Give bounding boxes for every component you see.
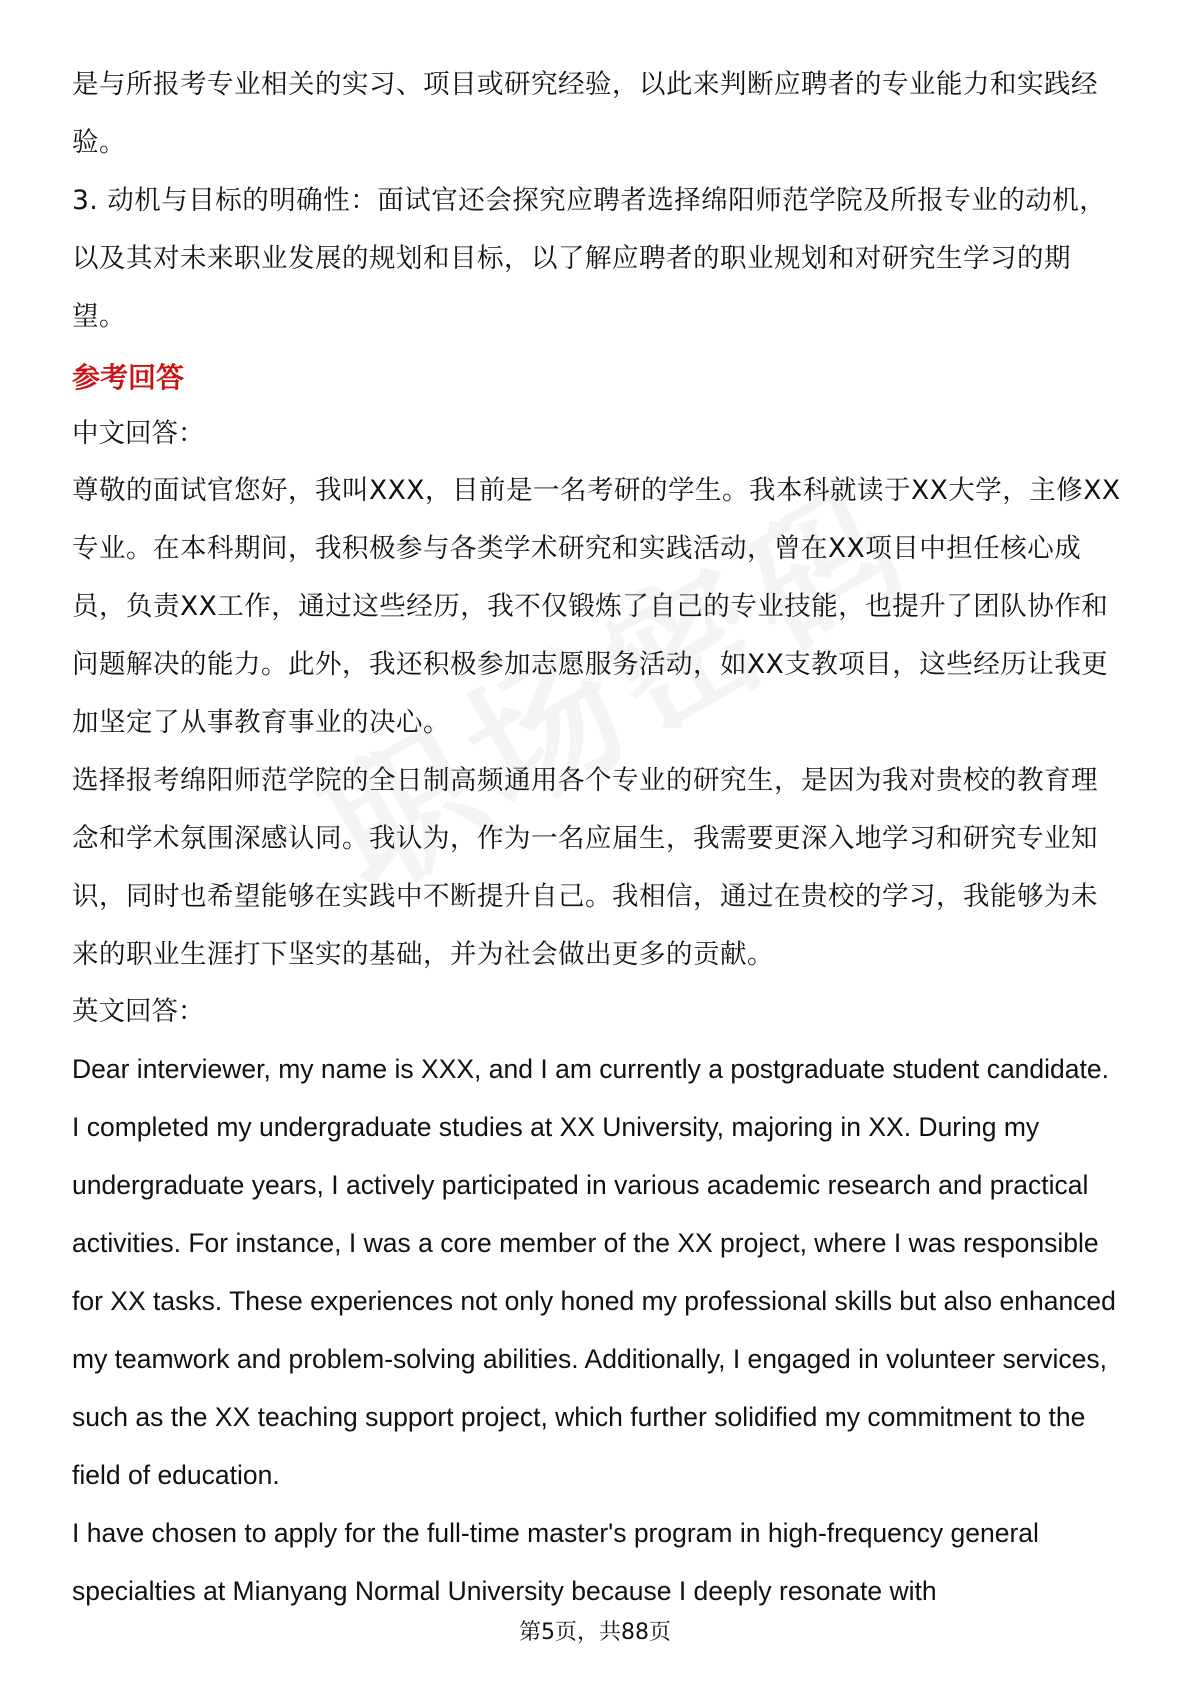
chinese-answer-heading: 中文回答：: [72, 418, 205, 449]
chinese-answer-paragraph-2: 选择报考绵阳师范学院的全日制高频通用各个专业的研究生，是因为我对贵校的教育理念和学术氛围深感认同。我认为，作为一名应届生，我需要更深入地学习和研究专业知识，同时也希望能够在实践中不断提升自己。我相信，通过在贵校的学习，我能够为未来的职业生涯打下坚实的基础，并为社会做出更多的贡献。: [72, 765, 1098, 970]
section-title: 参考回答: [72, 361, 185, 394]
intro-continued-paragraph: 是与所报考专业相关的实习、项目或研究经验，以此来判断应聘者的专业能力和实践经验。: [72, 69, 1098, 158]
document-body: [72, 56, 1122, 1620]
english-answer-paragraph-2: I have chosen to apply for the full-time master's program in high-frequency general specialties at Mianyang Normal University because I deeply resonate with: [72, 1518, 1039, 1606]
chinese-answer-paragraph-1: 尊敬的面试官您好，我叫XXX，目前是一名考研的学生。我本科就读于XX大学，主修XX专业。在本科期间，我积极参与各类学术研究和实践活动，曾在XX项目中担任核心成员，负责XX工作，通过这些经历，我不仅锻炼了自己的专业技能，也提升了团队协作和问题解决的能力。此外，我还积极参加志愿服务活动，如XX支教项目，这些经历让我更加坚定了从事教育事业的决心。: [72, 475, 1121, 738]
english-answer-heading: 英文回答：: [72, 996, 205, 1027]
english-answer-paragraph-1: Dear interviewer, my name is XXX, and I am currently a postgraduate student candidate. I completed my undergraduate studies at XX University, majoring in XX. During my undergraduate years, I actively participated in various academic research and practical activities. For instance, I was a core member of the XX project, where I was responsible for XX tasks. These experiences not only honed my professional skills but also enhanced my teamwork and problem-solving abilities. Additionally, I engaged in volunteer services, such as the XX teaching support project, which further solidified my commitment to the field of education.: [72, 1054, 1116, 1490]
point-3-paragraph: 3. 动机与目标的明确性：面试官还会探究应聘者选择绵阳师范学院及所报专业的动机，以及其对未来职业发展的规划和目标，以了解应聘者的职业规划和对研究生学习的期望。: [72, 185, 1107, 332]
page-number: 第5页，共88页: [519, 1620, 671, 1645]
